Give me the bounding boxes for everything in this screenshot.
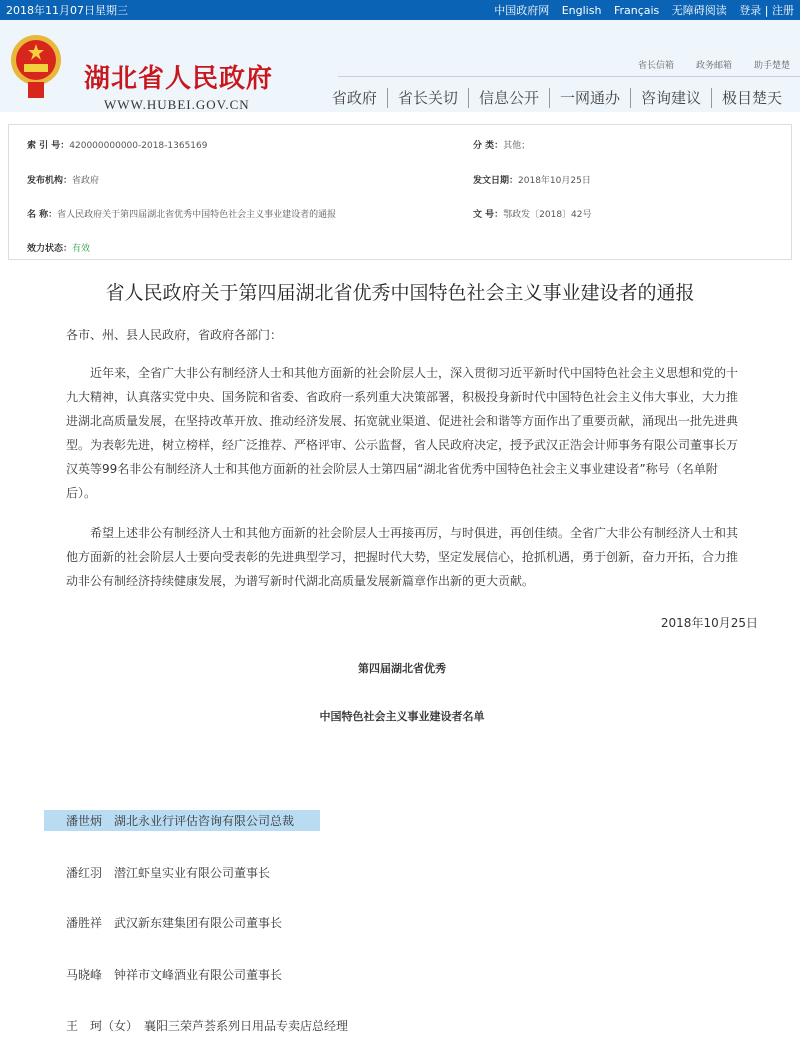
current-date: 2018年11月07日星期三 (6, 4, 128, 17)
list-item: 潘世炳 湖北永业行评估咨询有限公司总裁 (44, 810, 320, 831)
list-item: 马晓峰 钟祥市文峰酒业有限公司董事长 (66, 968, 283, 982)
link-english[interactable]: English (561, 4, 602, 17)
sign-date: 2018年10月25日 (660, 616, 758, 630)
document-metadata (8, 124, 792, 260)
nav-item[interactable]: 信息公开 (468, 88, 549, 108)
article-title: 省人民政府关于第四届湖北省优秀中国特色社会主义事业建设者的通报 (105, 282, 695, 304)
governor-mailbox-link[interactable]: 省长信箱 (637, 61, 674, 71)
list-item: 潘红羽 潜江虾皇实业有限公司董事长 (66, 866, 271, 880)
nav-item[interactable]: 省长关切 (387, 88, 468, 108)
nav-item[interactable]: 省政府 (331, 89, 377, 107)
list-item: 王 珂（女） 襄阳三荣芦荟系列日用品专卖店总经理 (66, 1019, 349, 1033)
assistant-link[interactable]: 助手楚楚 (753, 61, 790, 71)
link-french[interactable]: Français (613, 4, 660, 17)
list-subtitle: 中国特色社会主义事业建设者名单 (319, 710, 485, 723)
site-header (0, 20, 800, 112)
article-body (0, 323, 800, 729)
link-accessibility[interactable]: 无障碍阅读 (671, 4, 727, 17)
main-nav (322, 88, 792, 108)
doc-name: 省人民政府关于第四届湖北省优秀中国特色社会主义事业建设者的通报 (57, 210, 337, 220)
top-bar (0, 0, 800, 20)
label: 效力状态： (27, 244, 73, 254)
label: 发布机构： (27, 176, 73, 186)
label: 名 称： (27, 210, 58, 220)
label: 索 引 号： (27, 141, 70, 151)
divider (338, 76, 800, 77)
status: 有效 (72, 244, 91, 254)
nav-item[interactable]: 一网通办 (549, 88, 630, 108)
gov-email-link[interactable]: 政务邮箱 (695, 61, 732, 71)
list-title: 第四届湖北省优秀 (358, 662, 446, 675)
list-item: 潘胜祥 武汉新东建集团有限公司董事长 (66, 916, 283, 930)
site-url: WWW.HUBEI.GOV.CN (104, 97, 250, 112)
paragraph: 希望上述非公有制经济人士和其他方面新的社会阶层人士再接再厉，与时俱进，再创佳绩。全省广大非公有制经济人士和其他方面新的社会阶层人士要向受表彰的先进典型学习，把握时代大势，坚定发展信心，抢抓机遇，勇于创新，奋力开拓，合力推动非公有制经济持续健康发展，为谱写新时代湖北高质量发展新篇章作出新的更大贡献。 (66, 526, 739, 588)
national-emblem-icon (10, 30, 62, 100)
label: 分 类： (473, 141, 504, 151)
index-number: 420000000000-2018-1365169 (69, 141, 208, 151)
label: 发文日期： (473, 176, 519, 186)
nav-item[interactable]: 极目楚天 (711, 88, 792, 108)
doc-number: 鄂政发〔2018〕42号 (503, 210, 592, 220)
publisher: 省政府 (72, 176, 100, 186)
issue-date: 2018年10月25日 (518, 176, 591, 186)
link-gov-cn[interactable]: 中国政府网 (494, 4, 550, 17)
salutation: 各市、州、县人民政府，省政府各部门： (66, 328, 283, 342)
nav-item[interactable]: 咨询建议 (630, 88, 711, 108)
category: 其他； (503, 141, 531, 151)
paragraph: 近年来，全省广大非公有制经济人士和其他方面新的社会阶层人士，深入贯彻习近平新时代中国特色社会主义思想和党的十九大精神，认真落实党中央、国务院和省委、省政府一系列重大决策部署，积极投身新时代中国特色社会主义伟大事业，大力推进湖北高质量发展，在坚持改革开放、推动经济发展、拓宽就业渠道、促进社会和谐等方面作出了重要贡献，涌现出一批先进典型。为表彰先进，树立榜样，经广泛推荐、严格评审、公示监督，省人民政府决定，授予武汉正浩会计师事务有限公司董事长万汉英等99名非公有制经济人士和其他方面新的社会阶层人士第四届“湖北省优秀中国特色社会主义事业建设者”称号（名单附后）。 (66, 366, 739, 500)
site-title[interactable]: 湖北省人民政府 (84, 64, 274, 94)
link-login-register[interactable]: 登录 | 注册 (739, 4, 794, 17)
label: 文 号： (473, 210, 504, 220)
